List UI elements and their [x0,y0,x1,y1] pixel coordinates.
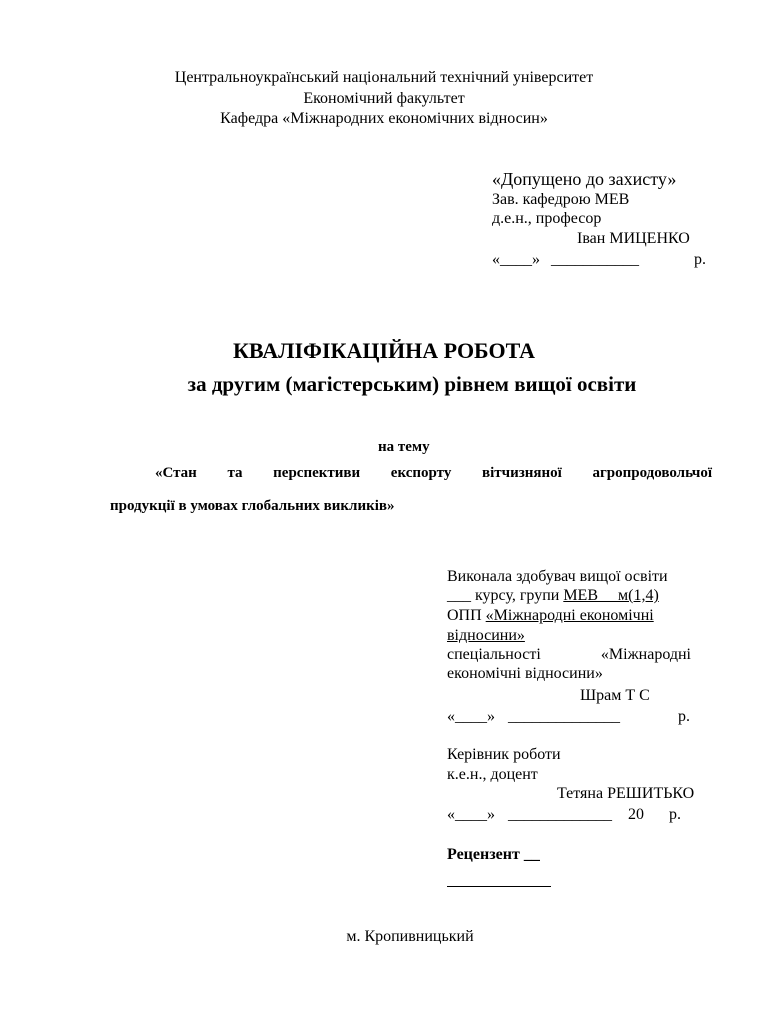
supervisor-label: Керівник роботи [447,746,561,763]
approval-date-day: «____» [492,251,540,268]
approval-date-suffix: р. [694,251,706,268]
student-name: Шрам Т С [580,687,650,704]
topic-label: на тему [378,439,430,455]
approval-degree: д.е.н., професор [492,210,602,227]
student-opp-value-cont: відносини» [447,627,525,644]
student-opp-value: «Міжнародні економічні [485,607,654,624]
student-speciality-line1: спеціальності «Міжнародні [447,646,691,663]
student-opp-line [447,606,654,626]
supervisor-date-day: «____» [447,806,495,823]
supervisor-date-year: 20 [628,806,644,823]
department-name: Кафедра «Міжнародних економічних відносин» [220,110,548,127]
topic-line-1: «Стан та перспективи експорту вітчизняної агропродовольчої [155,465,712,481]
reviewer-signature-line [447,886,551,887]
student-date-suffix: р. [678,708,690,725]
city: м. Кропивницький [346,928,474,945]
student-opp-label: ОПП [447,607,482,624]
document-subtitle: за другим (магістерським) рівнем вищої освіти [187,372,637,396]
approval-title: «Допущено до захисту» [492,169,677,189]
approval-date-blank: ___________ [551,251,639,268]
student-date-day: «____» [447,708,495,725]
document-title: КВАЛІФІКАЦІЙНА РОБОТА [232,338,536,363]
reviewer-label: Рецензент [447,846,520,863]
supervisor-date-suffix: р. [669,806,681,823]
supervisor-degree: к.е.н., доцент [447,766,538,783]
supervisor-date-blank: _____________ [508,806,612,823]
approval-head-name: Іван МИЦЕНКО [577,230,690,247]
student-intro: Виконала здобувач вищої освіти [447,568,668,585]
topic-line-2: продукції в умовах глобальних викликів» [110,498,395,514]
reviewer-line [447,845,540,865]
university-name: Центральноукраїнський національний технічний університет [174,69,594,86]
student-date-blank: ______________ [508,708,620,725]
faculty-name: Економічний факультет [303,90,465,107]
student-course-line [447,586,659,606]
supervisor-name: Тетяна РЕШИТЬКО [557,785,695,802]
student-group: МЕВ м(1,4) [563,587,659,604]
approval-position: Зав. кафедрою МЕВ [492,191,630,208]
student-course: ___ курсу, групи [447,587,560,604]
reviewer-blank: __ [523,846,540,863]
student-speciality-line2: економічні відносини» [447,665,603,682]
